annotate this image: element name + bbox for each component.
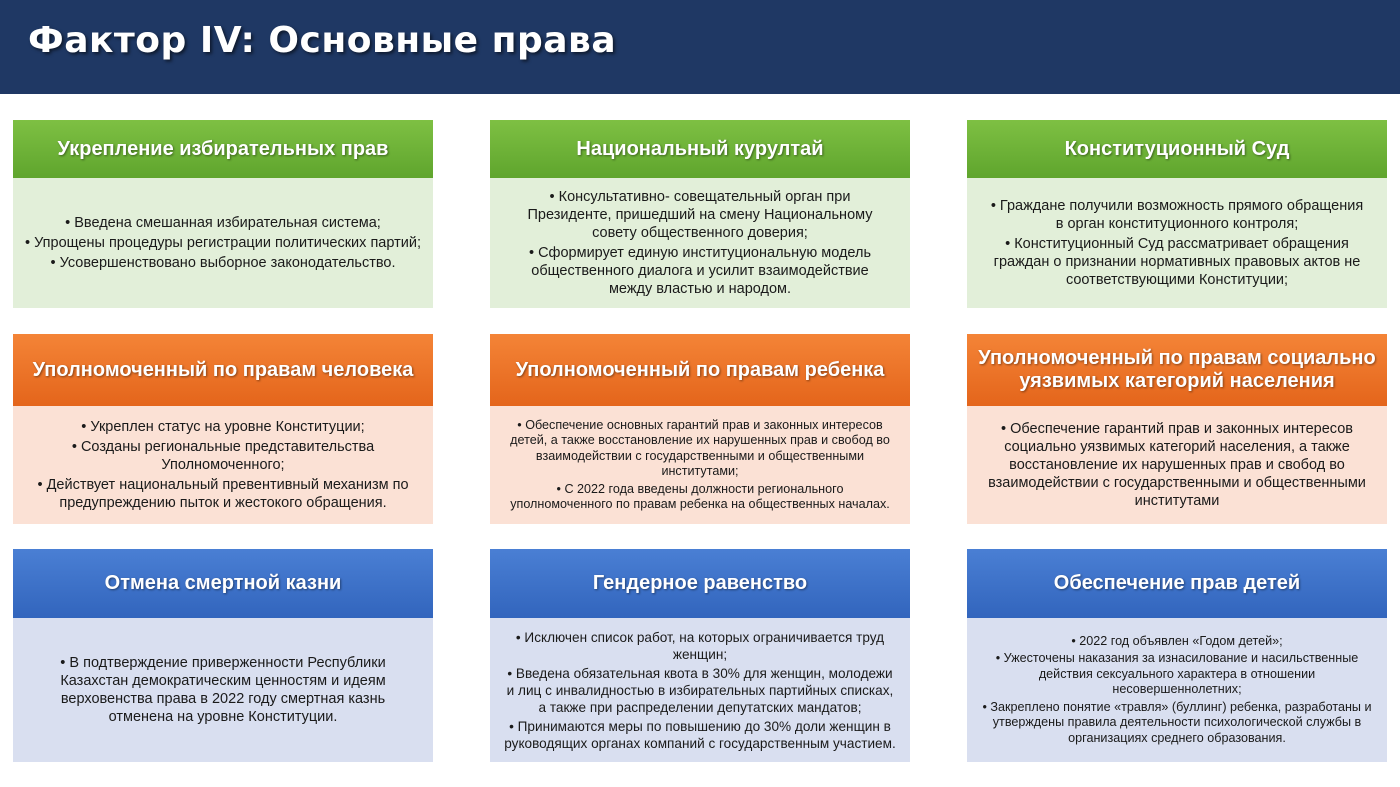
card-children-rights [967,549,1387,762]
card-body [490,618,910,762]
card-body [490,406,910,524]
list-item: • Усовершенствовано выборное законодательство. [50,255,396,271]
list-item: • Конституционный Суд рассматривает обращения граждан о признании нормативных правовых актов не соответствующими Конституции; [993,236,1361,288]
card-heading: Национальный курултай [490,120,910,178]
list-item: • Введена обязательная квота в 30% для женщин, молодежи и лиц с инвалидностью в избирательных партийных списках, а также при распределении депутатских мандатов; [506,665,894,715]
card-constitutional-court [967,120,1387,308]
card-body [967,618,1387,762]
card-heading: Уполномоченный по правам социально уязвимых категорий населения [967,334,1387,406]
card-heading: Укрепление избирательных прав [13,120,433,178]
card-electoral-rights [13,120,433,308]
list-item: • Граждане получили возможность прямого обращения в орган конституционного контроля; [990,198,1364,232]
list-item: • Закреплено понятие «травля» (буллинг) ребенка, разработаны и утверждены правила деятельности психологической службы в организациях среднего образования. [982,699,1372,745]
card-death-penalty-abolition [13,549,433,762]
list-item: • Обеспечение основных гарантий прав и законных интересов детей, а также восстановление их нарушенных прав и свобод во взаимодействии с государственными и общественными институтами; [510,417,890,478]
card-body [967,406,1387,524]
title-bar [0,0,1400,94]
card-child-rights-ombudsman [490,334,910,524]
list-item: • Обеспечение гарантий прав и законных интересов социально уязвимых категорий населения, а также восстановление их нарушенных прав и свобод во взаимодействии с государственными и общественными институтами [988,421,1366,509]
card-national-kurultai [490,120,910,308]
list-item: • Укреплен статус на уровне Конституции; [81,419,365,435]
list-item: • Упрощены процедуры регистрации политических партий; [25,235,421,251]
card-human-rights-ombudsman [13,334,433,524]
list-item: • С 2022 года введены должности регионального уполномоченного по правам ребенка на общественных началах. [510,481,890,511]
card-body [13,406,433,524]
page-title: Фактор IV: Основные права [28,20,617,61]
card-heading: Уполномоченный по правам ребенка [490,334,910,406]
card-body [13,618,433,762]
card-body [490,178,910,308]
list-item: • Действует национальный превентивный механизм по предупреждению пыток и жестокого обращения. [37,477,409,511]
card-heading: Конституционный Суд [967,120,1387,178]
list-item: • Исключен список работ, на которых ограничивается труд женщин; [515,629,885,662]
card-body [967,178,1387,308]
card-heading: Гендерное равенство [490,549,910,618]
list-item: • В подтверждение приверженности Республики Казахстан демократическим ценностям и идеям верховенства права в 2022 году смертная казнь отменена на уровне Конституции. [60,655,386,725]
list-item: • Созданы региональные представительства Уполномоченного; [71,439,375,473]
card-body [13,178,433,308]
list-item: • Ужесточены наказания за изнасилование и насильственные действия сексуального характера в отношении несовершеннолетних; [995,651,1359,697]
list-item: • Консультативно- совещательный орган при Президенте, пришедший на смену Национальному совету общественного доверия; [527,189,873,241]
list-item: • Принимаются меры по повышению до 30% доли женщин в руководящих органах компаний с государственным участием. [504,718,896,751]
card-gender-equality [490,549,910,762]
list-item: • 2022 год объявлен «Годом детей»; [1071,633,1283,648]
list-item: • Введена смешанная избирательная система; [65,215,381,231]
card-heading: Уполномоченный по правам человека [13,334,433,406]
card-heading: Отмена смертной казни [13,549,433,618]
card-heading: Обеспечение прав детей [967,549,1387,618]
list-item: • Сформирует единую институциональную модель общественного диалога и усилит взаимодействие между властью и народом. [528,245,872,297]
card-vulnerable-groups-ombudsman [967,334,1387,524]
